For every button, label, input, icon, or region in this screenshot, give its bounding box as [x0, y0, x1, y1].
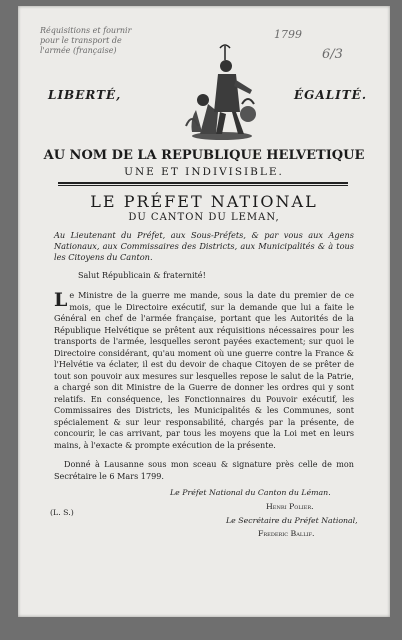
- heading-prefet-national: LE PRÉFET NATIONAL: [90, 192, 318, 211]
- header-rule-thin: [58, 185, 348, 186]
- handwritten-note-line-1: Réquisitions et fournir: [40, 26, 132, 35]
- motto-liberte: LIBERTÉ,: [48, 88, 122, 102]
- salutation: Salut Républicain & fraternité!: [78, 270, 206, 280]
- main-paragraph: [54, 290, 354, 451]
- handwritten-note: [40, 26, 131, 56]
- drop-cap: L: [54, 289, 68, 311]
- heading-republic: AU NOM DE LA REPUBLIQUE HELVETIQUE: [43, 148, 365, 163]
- secretary-title: Le Secrétaire du Préfet National,: [226, 516, 358, 525]
- document-page: [18, 6, 390, 617]
- heading-indivisible: UNE ET INDIVISIBLE.: [124, 166, 284, 178]
- dated-paragraph: Donné à Lausanne sous mon sceau & signature près celle de mon Secrétaire le 6 Mars 1799.: [54, 459, 354, 481]
- handwritten-year: 1799: [274, 28, 302, 41]
- prefect-name: Henri Polier.: [266, 502, 314, 511]
- handwritten-reference: 6/3: [322, 47, 343, 62]
- handwritten-note-line-2: pour le transport de: [40, 36, 122, 45]
- address-paragraph: Au Lieutenant du Préfet, aux Sous-Préfets, & par vous aux Agens Nationaux, aux Commissaires des Districts, aux Municipalités & à tous les Citoyens du Canton.: [54, 230, 354, 262]
- prefect-title: Le Préfet National du Canton du Léman.: [170, 488, 331, 497]
- heading-canton: DU CANTON DU LEMAN,: [128, 212, 280, 223]
- republic-vignette-engraving: [178, 42, 264, 142]
- seal-mark: (L. S.): [50, 508, 74, 517]
- handwritten-note-line-3: l'armée (française): [40, 46, 117, 55]
- main-paragraph-text: e Ministre de la guerre me mande, sous la date du premier de ce mois, que le Directoire exécutif, sur la demande que lui a faite le Général en chef de l'armée française, portant que les Autorités de la République Helvétique se prêtent aux réquisitions nécessaires pour les transports de l'armée, lesquelles seront payées exactement; sur quoi le Directoire considérant, qu'au moment où une guerre contre la France & l'Helvétie va éclater, il est du devoir de chaque Citoyen de se prêter de tout son pouvoir aux mesures sur lesquelles repose le salut de la Patrie, a chargé son dit Ministre de la Guerre de donner les ordres qui y sont relatifs. En conséquence, les Fonctionnaires du Pouvoir exécutif, les Commissaires des Districts, les Municipalités & les Communes, sont spécialement & sur leur responsabilité, chargés par la présente, de concourir, le cas arrivant, par tous les moyens que la Loi met en leurs mains, à l'exacte & prompte exécution de la présente.: [54, 290, 354, 450]
- motto-egalite: ÉGALITÉ.: [294, 88, 368, 102]
- header-rule-top: [58, 182, 348, 184]
- secretary-name: Frederic Ballif.: [258, 529, 315, 538]
